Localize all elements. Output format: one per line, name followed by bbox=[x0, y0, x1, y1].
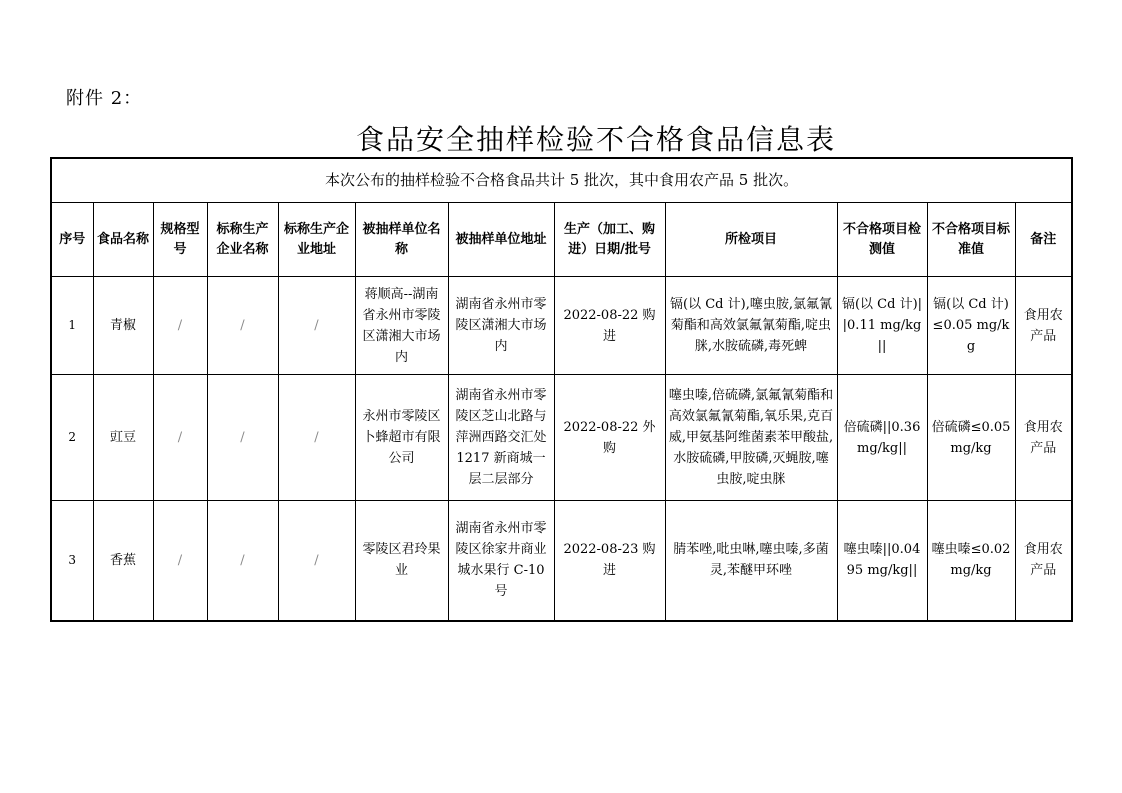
cell-name: 青椒 bbox=[93, 277, 153, 375]
header-remark: 备注 bbox=[1015, 203, 1072, 277]
cell-date: 2022-08-23 购进 bbox=[554, 501, 665, 621]
cell-remark: 食用农产品 bbox=[1015, 375, 1072, 501]
cell-seq: 3 bbox=[51, 501, 93, 621]
cell-items: 腈苯唑,吡虫啉,噻虫嗪,多菌灵,苯醚甲环唑 bbox=[665, 501, 837, 621]
cell-sampled-addr: 湖南省永州市零陵区芝山北路与萍洲西路交汇处 1217 新商城一层二层部分 bbox=[448, 375, 554, 501]
cell-maker-addr: / bbox=[278, 375, 355, 501]
cell-seq: 1 bbox=[51, 277, 93, 375]
cell-maker-addr: / bbox=[278, 501, 355, 621]
cell-sampled-addr: 湖南省永州市零陵区徐家井商业城水果行 C-10 号 bbox=[448, 501, 554, 621]
cell-remark: 食用农产品 bbox=[1015, 501, 1072, 621]
cell-maker-addr: / bbox=[278, 277, 355, 375]
cell-date: 2022-08-22 购进 bbox=[554, 277, 665, 375]
cell-sampled-addr: 湖南省永州市零陵区潇湘大市场内 bbox=[448, 277, 554, 375]
header-name: 食品名称 bbox=[93, 203, 153, 277]
unqualified-food-table bbox=[50, 157, 1073, 622]
cell-standard: 镉(以 Cd 计)≤0.05 mg/kg bbox=[927, 277, 1015, 375]
cell-spec: / bbox=[153, 501, 207, 621]
header-sampled-addr: 被抽样单位地址 bbox=[448, 203, 554, 277]
header-value: 不合格项目检测值 bbox=[837, 203, 927, 277]
cell-maker: / bbox=[207, 277, 278, 375]
cell-maker: / bbox=[207, 375, 278, 501]
cell-sampled-unit: 零陵区君玲果业 bbox=[355, 501, 448, 621]
cell-value: 噻虫嗪||0.0495 mg/kg|| bbox=[837, 501, 927, 621]
cell-name: 豇豆 bbox=[93, 375, 153, 501]
header-date: 生产（加工、购进）日期/批号 bbox=[554, 203, 665, 277]
page-title: 食品安全抽样检验不合格食品信息表 bbox=[355, 123, 836, 156]
cell-standard: 倍硫磷≤0.05 mg/kg bbox=[927, 375, 1015, 501]
cell-value: 镉(以 Cd 计)||0.11 mg/kg|| bbox=[837, 277, 927, 375]
header-spec: 规格型号 bbox=[153, 203, 207, 277]
cell-maker: / bbox=[207, 501, 278, 621]
table-row bbox=[51, 375, 1072, 501]
table-row bbox=[51, 277, 1072, 375]
header-sampled-unit: 被抽样单位名称 bbox=[355, 203, 448, 277]
cell-sampled-unit: 蒋顺高--湖南省永州市零陵区潇湘大市场内 bbox=[355, 277, 448, 375]
cell-remark: 食用农产品 bbox=[1015, 277, 1072, 375]
cell-sampled-unit: 永州市零陵区卜蜂超市有限公司 bbox=[355, 375, 448, 501]
header-standard: 不合格项目标准值 bbox=[927, 203, 1015, 277]
cell-date: 2022-08-22 外购 bbox=[554, 375, 665, 501]
cell-value: 倍硫磷||0.36 mg/kg|| bbox=[837, 375, 927, 501]
cell-spec: / bbox=[153, 277, 207, 375]
table-row bbox=[51, 501, 1072, 621]
cell-name: 香蕉 bbox=[93, 501, 153, 621]
header-maker-addr: 标称生产企业地址 bbox=[278, 203, 355, 277]
cell-items: 镉(以 Cd 计),噻虫胺,氯氟氰菊酯和高效氯氟氰菊酯,啶虫脒,水胺硫磷,毒死蜱 bbox=[665, 277, 837, 375]
table-header-row bbox=[51, 203, 1072, 277]
header-seq: 序号 bbox=[51, 203, 93, 277]
cell-items: 噻虫嗪,倍硫磷,氯氟氰菊酯和高效氯氟氰菊酯,氧乐果,克百威,甲氨基阿维菌素苯甲酸盐,水胺硫磷,甲胺磷,灭蝇胺,噻虫胺,啶虫脒 bbox=[665, 375, 837, 501]
header-items: 所检项目 bbox=[665, 203, 837, 277]
cell-seq: 2 bbox=[51, 375, 93, 501]
cell-standard: 噻虫嗪≤0.02 mg/kg bbox=[927, 501, 1015, 621]
summary-text: 本次公布的抽样检验不合格食品共计 5 批次，其中食用农产品 5 批次。 bbox=[51, 158, 1072, 203]
header-maker: 标称生产企业名称 bbox=[207, 203, 278, 277]
cell-spec: / bbox=[153, 375, 207, 501]
attachment-label: 附件 2： bbox=[66, 88, 143, 109]
